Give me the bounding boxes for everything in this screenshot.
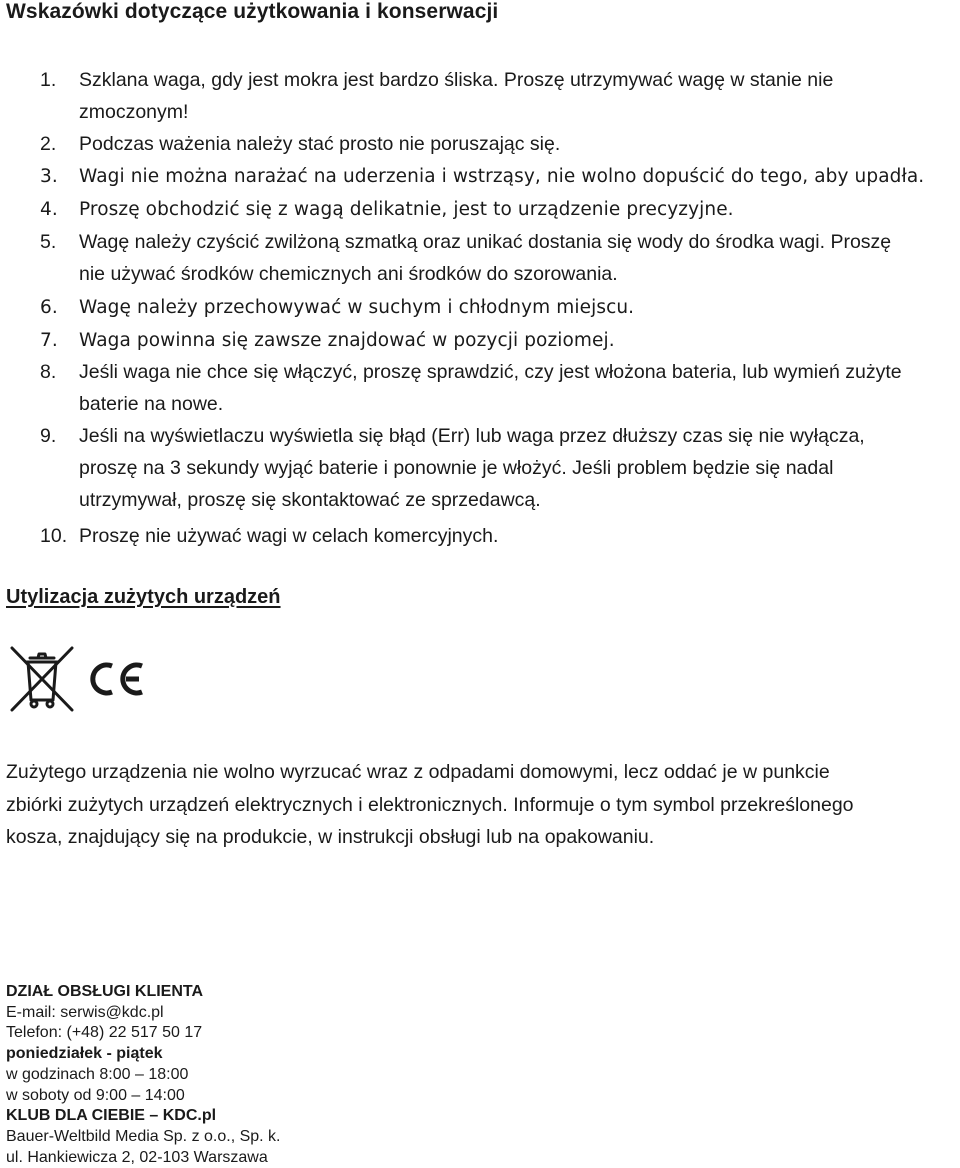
- disposal-symbols: [8, 644, 148, 714]
- list-item-number: 2.: [40, 133, 57, 155]
- ce-mark-icon: [93, 665, 142, 693]
- disposal-paragraph: Zużytego urządzenia nie wolno wyrzucać wraz z odpadami domowymi, lecz oddać je w punkcie zbiórki zużytych urządzeń elektrycznych i elektronicznych. Informuje o tym symbol przekreślonego kosza, znajdujący się na produkcie, w instrukcji obsługi lub na opakowaniu.: [6, 761, 854, 848]
- list-item-number: 9.: [40, 425, 57, 447]
- crossed-out-wheelie-bin-icon: [8, 644, 148, 714]
- list-item-number: 1.: [40, 69, 57, 91]
- list-item-number: 6.: [40, 297, 58, 318]
- customer-service-weekday-hours: w godzinach 8:00 – 18:00: [6, 1065, 189, 1083]
- customer-service-email: E-mail: serwis@kdc.pl: [6, 1003, 164, 1021]
- customer-service-club: KLUB DLA CIEBIE – KDC.pl: [6, 1107, 217, 1125]
- list-item-number: 3.: [40, 166, 58, 187]
- customer-service-address: ul. Hankiewicza 2, 02-103 Warszawa: [6, 1148, 268, 1166]
- list-item-text: Wagę należy przechowywać w suchym i chłodnym miejscu.: [79, 297, 635, 318]
- customer-service-heading: DZIAŁ OBSŁUGI KLIENTA: [6, 983, 204, 1000]
- list-item-number: 8.: [40, 361, 57, 383]
- page-title: Wskazówki dotyczące użytkowania i konserwacji: [6, 0, 499, 23]
- customer-service-phone: Telefon: (+48) 22 517 50 17: [6, 1024, 203, 1042]
- list-item-text: Podczas ważenia należy stać prosto nie poruszając się.: [79, 133, 561, 155]
- list-item-number: 10.: [40, 525, 68, 547]
- customer-service-saturday-hours: w soboty od 9:00 – 14:00: [6, 1086, 185, 1104]
- list-item-text: Wagi nie można narażać na uderzenia i wstrząsy, nie wolno dopuścić do tego, aby upadła.: [79, 166, 925, 187]
- customer-service-block: [6, 982, 281, 1168]
- list-item-text: Proszę nie używać wagi w celach komercyjnych.: [79, 525, 499, 547]
- list-item-number: 7.: [40, 330, 58, 351]
- list-item-text: Jeśli na wyświetlaczu wyświetla się błąd (Err) lub waga przez dłuższy czas się nie wyłącza, proszę na 3 sekundy wyjąć baterie i ponownie je włożyć. Jeśli problem będzie się nadal utrzymywał, proszę się skontaktować ze sprzedawcą.: [79, 425, 865, 511]
- list-item-number: 4.: [40, 199, 58, 220]
- disposal-section-title: Utylizacja zużytych urządzeń: [6, 586, 281, 608]
- list-item-text: Wagę należy czyścić zwilżoną szmatką oraz unikać dostania się wody do środka wagi. Proszę nie używać środków chemicznych ani środków do szorowania.: [79, 231, 892, 285]
- list-item-text: Proszę obchodzić się z wagą delikatnie, jest to urządzenie precyzyjne.: [79, 199, 734, 220]
- list-item-text: Szklana waga, gdy jest mokra jest bardzo śliska. Proszę utrzymywać wagę w stanie nie zmoczonym!: [79, 69, 834, 123]
- list-item-number: 5.: [40, 231, 57, 253]
- list-item-text: Waga powinna się zawsze znajdować w pozycji poziomej.: [79, 330, 615, 351]
- customer-service-company: Bauer-Weltbild Media Sp. z o.o., Sp. k.: [6, 1127, 281, 1145]
- customer-service-days: poniedziałek - piątek: [6, 1045, 163, 1063]
- list-item-text: Jeśli waga nie chce się włączyć, proszę sprawdzić, czy jest włożona bateria, lub wymień zużyte baterie na nowe.: [79, 361, 902, 415]
